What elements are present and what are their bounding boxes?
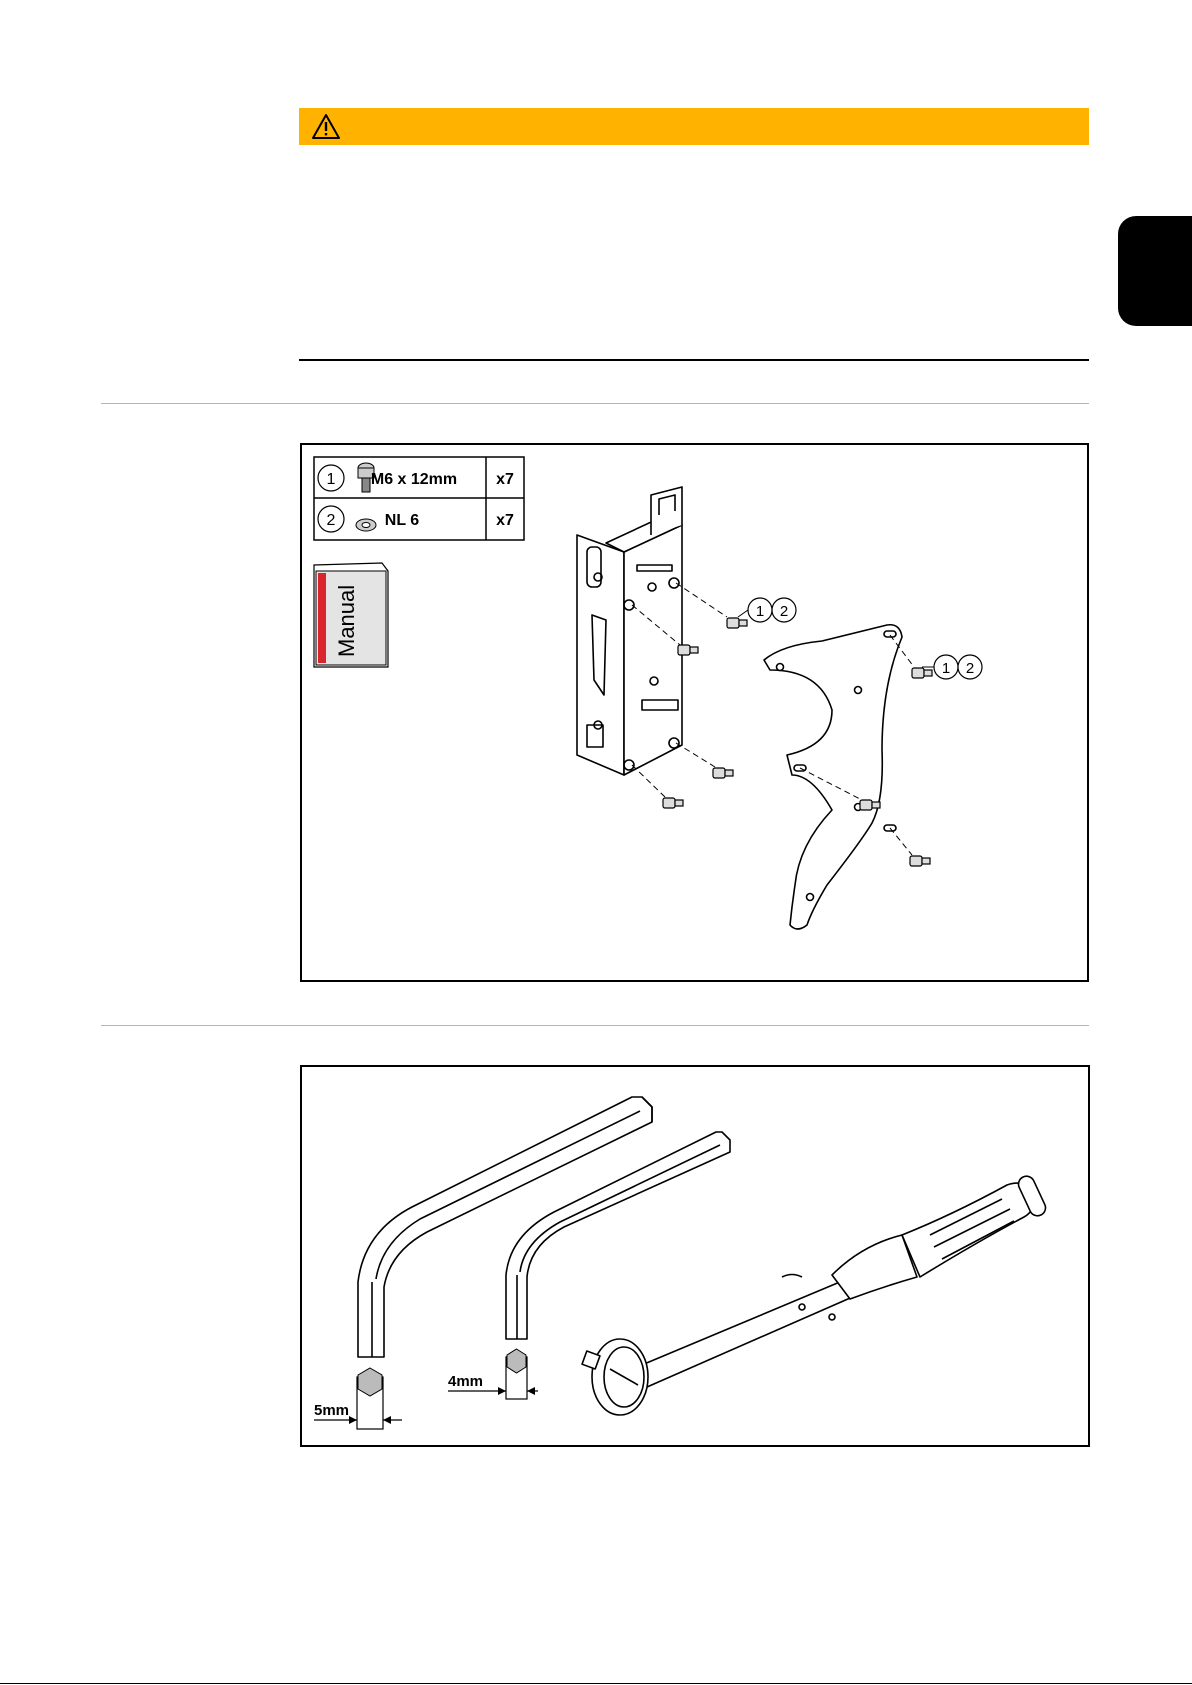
- hex-profile-large: [314, 1368, 402, 1429]
- page-footer-rule: [0, 1683, 1192, 1684]
- parts-row-number: 1: [326, 471, 336, 488]
- wall-bracket: [577, 487, 682, 775]
- parts-row-label: M6 x 12mm: [370, 471, 458, 488]
- callout-1-2: [738, 598, 796, 622]
- hex-key-size-label: 5mm: [314, 1402, 350, 1419]
- torque-wrench: [582, 1174, 1048, 1415]
- section-divider: [101, 1025, 1089, 1026]
- manual-label: Manual: [334, 584, 359, 657]
- callout-number: 1: [755, 603, 765, 620]
- callout-number: 2: [779, 603, 789, 620]
- hex-key-size-label: 4mm: [448, 1373, 484, 1390]
- parts-table: [314, 457, 524, 540]
- parts-row-number: 2: [326, 512, 336, 529]
- warning-triangle-icon: [311, 113, 341, 140]
- manual-booklet-icon: [314, 563, 388, 667]
- mounting-bracket-figure: [300, 443, 1089, 982]
- parts-row-qty: x7: [496, 512, 514, 529]
- callout-number: 1: [941, 660, 951, 677]
- section-divider: [299, 359, 1089, 361]
- warning-banner: [299, 108, 1089, 145]
- chapter-tab: [1118, 216, 1192, 326]
- section-divider: [101, 403, 1089, 404]
- parts-row-label: NL 6: [384, 512, 420, 529]
- tools-figure: [300, 1065, 1090, 1447]
- parts-row-qty: x7: [496, 471, 514, 488]
- hex-profile-small: [448, 1349, 538, 1399]
- mounting-plate: [764, 625, 902, 929]
- lock-washer-icon: [356, 519, 376, 531]
- hex-key-large: [358, 1097, 652, 1357]
- callout-number: 2: [965, 660, 975, 677]
